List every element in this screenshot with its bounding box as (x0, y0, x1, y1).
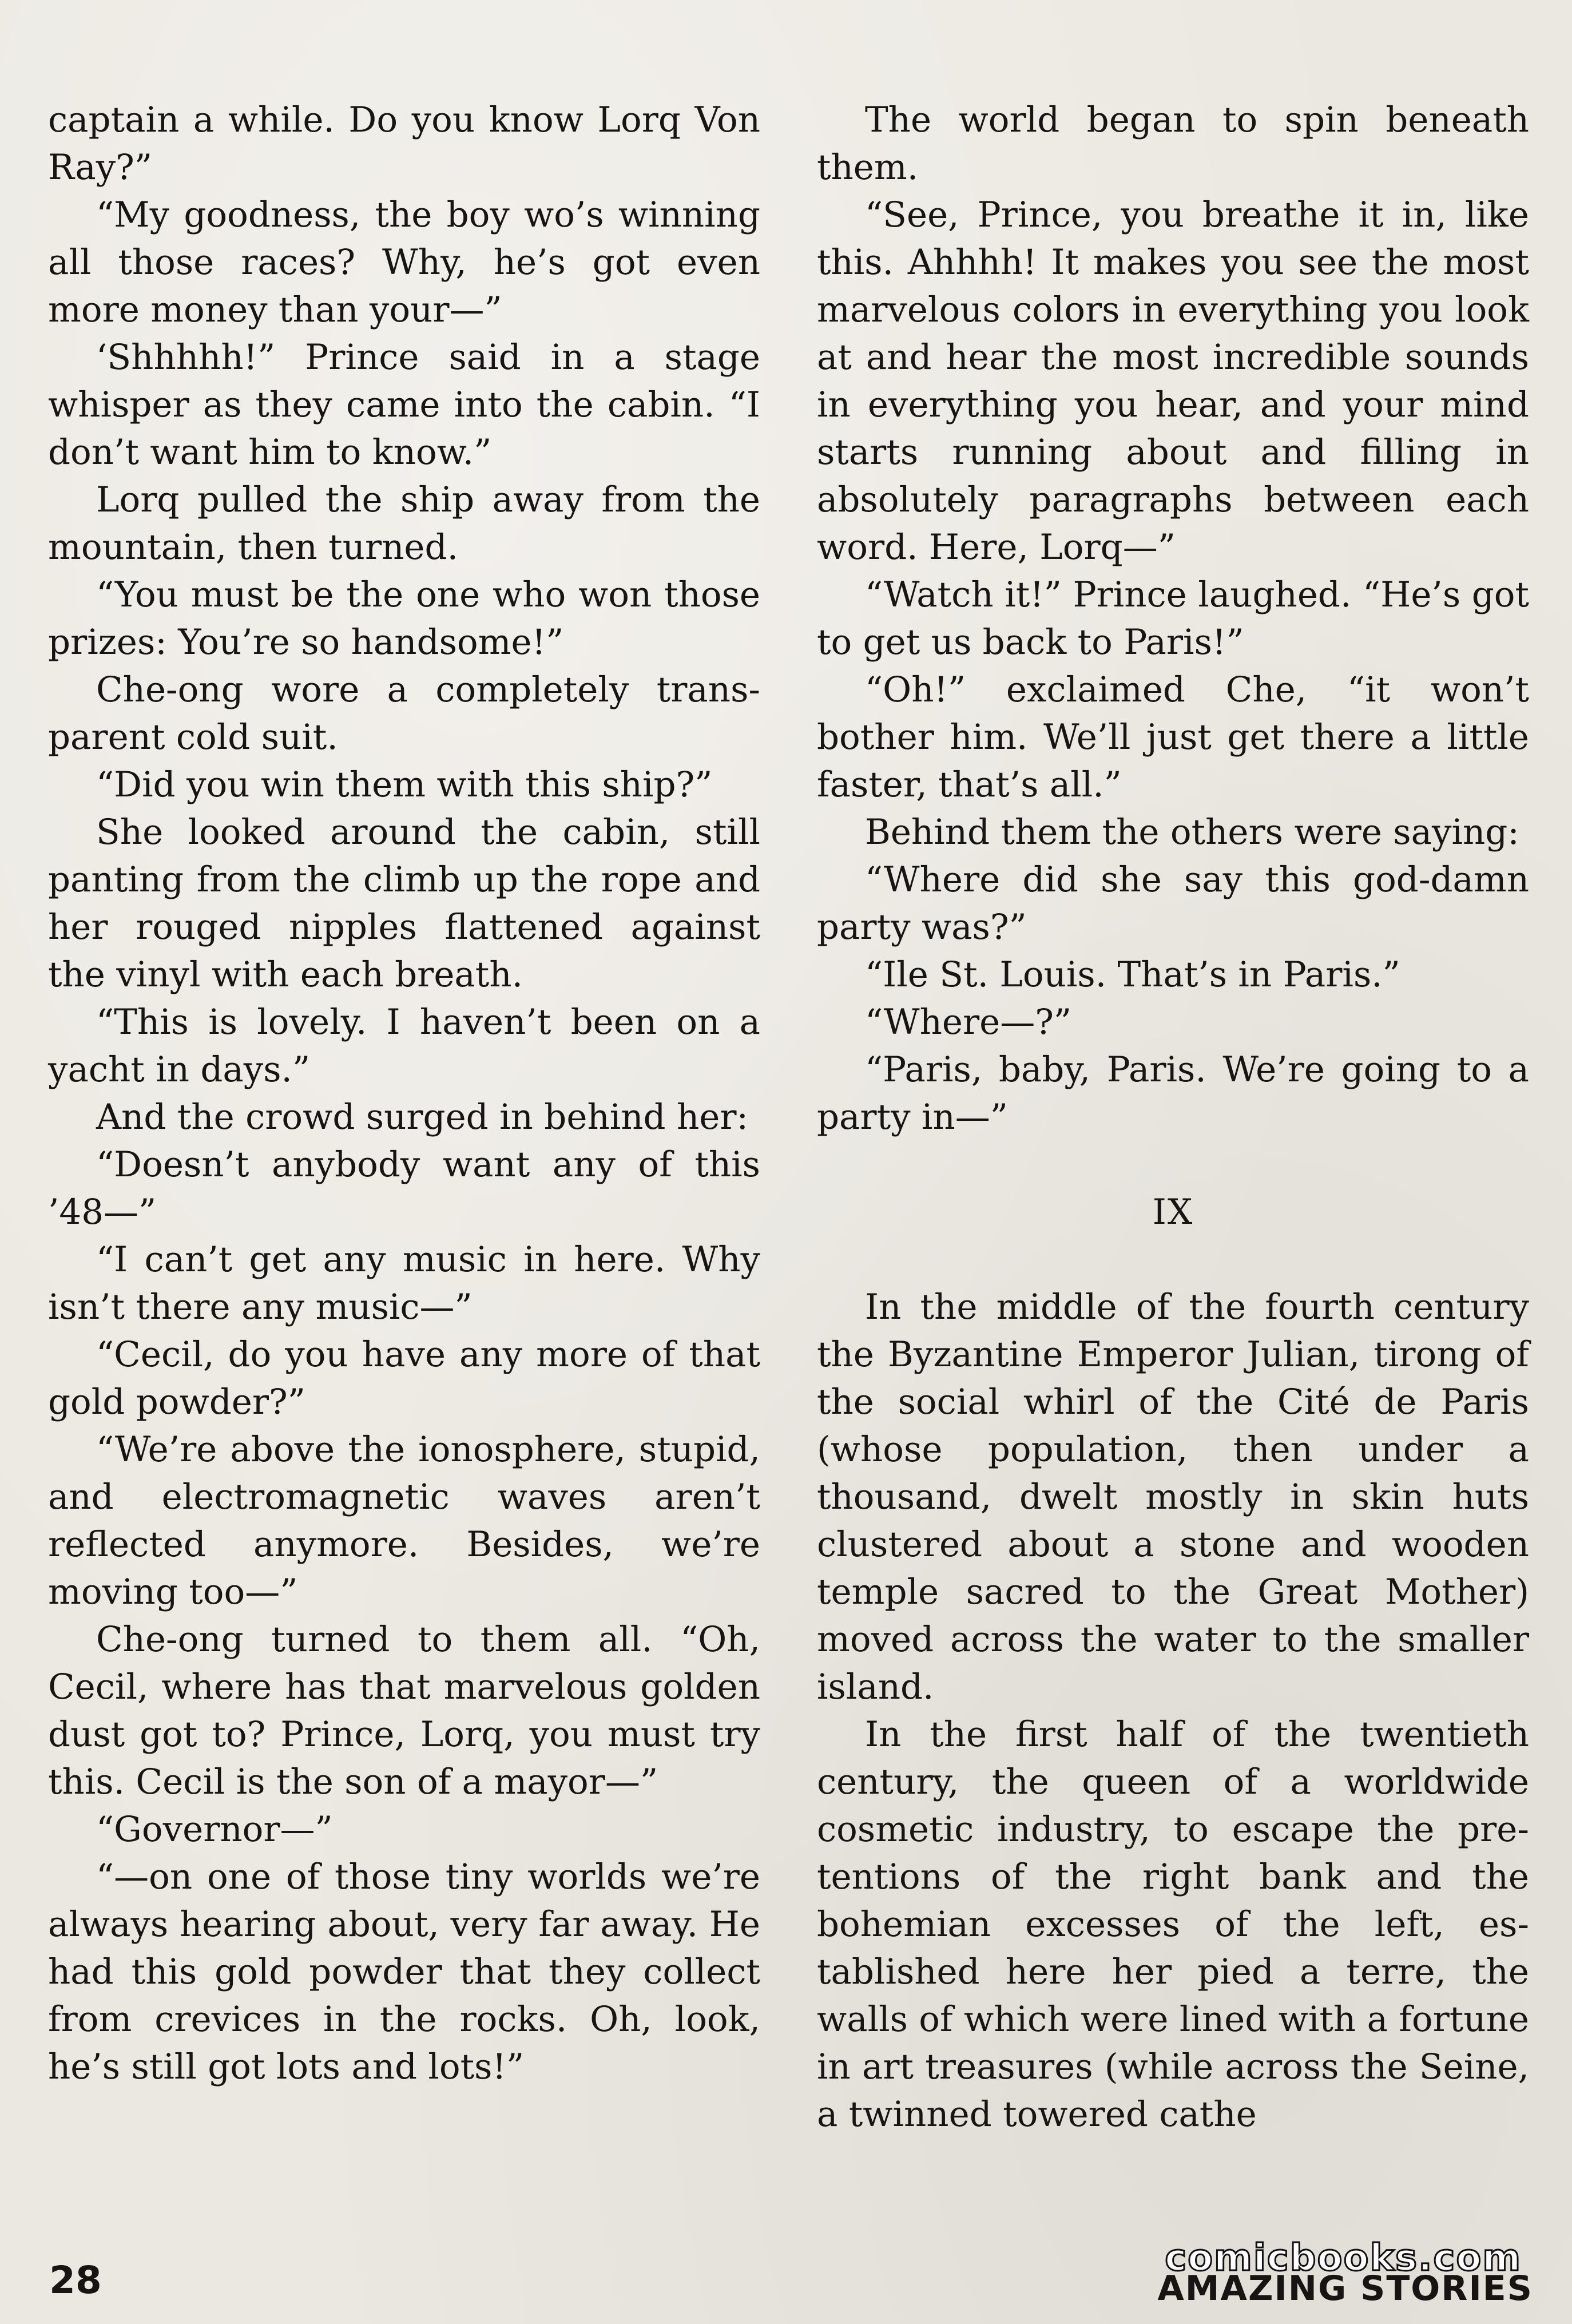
paragraph: Behind them the others were saying: (865, 812, 1519, 852)
paragraph: “Doesn’t anybody want any of this ’48—” (48, 1144, 760, 1232)
paragraph: captain a while. Do you know Lorq Von Ray?” (48, 100, 760, 188)
paragraph: “Ile St. Louis. That’s in Paris.” (865, 954, 1400, 995)
paragraph: “We’re above the ionosphere, stupid, and electromagnetic waves aren’t reflected anymore. Besides, we’re moving too—” (48, 1429, 760, 1612)
paragraph: “This is lovely. I haven’t been on a yacht in days.” (48, 1002, 760, 1090)
right-text-column (817, 96, 1529, 2138)
paragraph: “Cecil, do you have any more of that gold powder?” (48, 1334, 760, 1422)
running-title: AMAZING STORIES (1157, 2269, 1533, 2309)
watermark: comicbooks.com (1165, 2237, 1522, 2279)
paragraph: “Watch it!” Prince laughed. “He’s got to get us back to Paris!” (817, 574, 1529, 663)
paragraph: “My goodness, the boy wo’s winning all those races? Why, he’s got even more money than your—” (48, 195, 760, 330)
paragraph: “See, Prince, you breathe it in, like this. Ahhhh! It makes you see the most marvelous colors in everything you look at and hear the most incredible sounds in everything you hear, and your mind starts running about and filling in absolutely paragraphs between each word. Here, Lorq—” (817, 195, 1529, 568)
paragraph: In the first half of the twentieth century, the queen of a worldwide cosmetic industry, to escape the pretentions of the right bank and the bohemian excesses of the left, established here her pied a terre, the walls of which were lined with a fortune in art treasures (while across the Seine, a twinned towered cathe (817, 1714, 1529, 2135)
page-number: 28 (49, 2258, 102, 2302)
paragraph: Che-ong wore a completely transparent cold suit. (48, 669, 760, 758)
paragraph: “—on one of those tiny worlds we’re always hearing about, very far away. He had this gold powder that they collect from crevices in the rocks. Oh, look, he’s still got lots and lots!” (48, 1857, 760, 2087)
paragraph: “Governor—” (96, 1809, 333, 1850)
paragraph: She looked around the cabin, still panting from the climb up the rope and her rouged nipples flattened against the vinyl with each breath. (48, 812, 760, 995)
paragraph: In the middle of the fourth century the Byzantine Emperor Julian, tirong of the social whirl of the Cité de Paris (whose population, then under a thousand, dwelt mostly in skin huts clustered about a stone and wooden temple sacred to the Great Mother) moved across the water to the smaller island. (817, 1287, 1529, 1707)
chapter-heading: IX (1152, 1192, 1194, 1232)
paragraph: “Paris, baby, Paris. We’re going to a party in—” (817, 1049, 1529, 1137)
paragraph: “I can’t get any music in here. Why isn’t there any music—” (48, 1239, 760, 1327)
paragraph: Che-ong turned to them all. “Oh, Cecil, where has that marvelous golden dust got to? Prince, Lorq, you must try this. Cecil is the son of a mayor—” (48, 1619, 760, 1802)
paragraph: The world began to spin beneath them. (817, 100, 1529, 188)
paragraph: And the crowd surged in behind her: (96, 1097, 749, 1137)
paragraph: “Oh!” exclaimed Che, “it won’t bother him. We’ll just get there a little faster, that’s all.” (817, 669, 1529, 805)
paragraph: Lorq pulled the ship away from the mountain, then turned. (48, 479, 760, 568)
left-text-column (48, 96, 760, 2091)
paragraph: “Did you win them with this ship?” (96, 764, 713, 805)
paragraph: “Where—?” (865, 1002, 1072, 1042)
paragraph: ‘Shhhhh!” Prince said in a stage whisper as they came into the cabin. “I don’t want him to know.” (48, 337, 760, 473)
paragraph: “Where did she say this god-damn party was?” (817, 859, 1529, 947)
paragraph: “You must be the one who won those prizes: You’re so handsome!” (48, 574, 760, 663)
